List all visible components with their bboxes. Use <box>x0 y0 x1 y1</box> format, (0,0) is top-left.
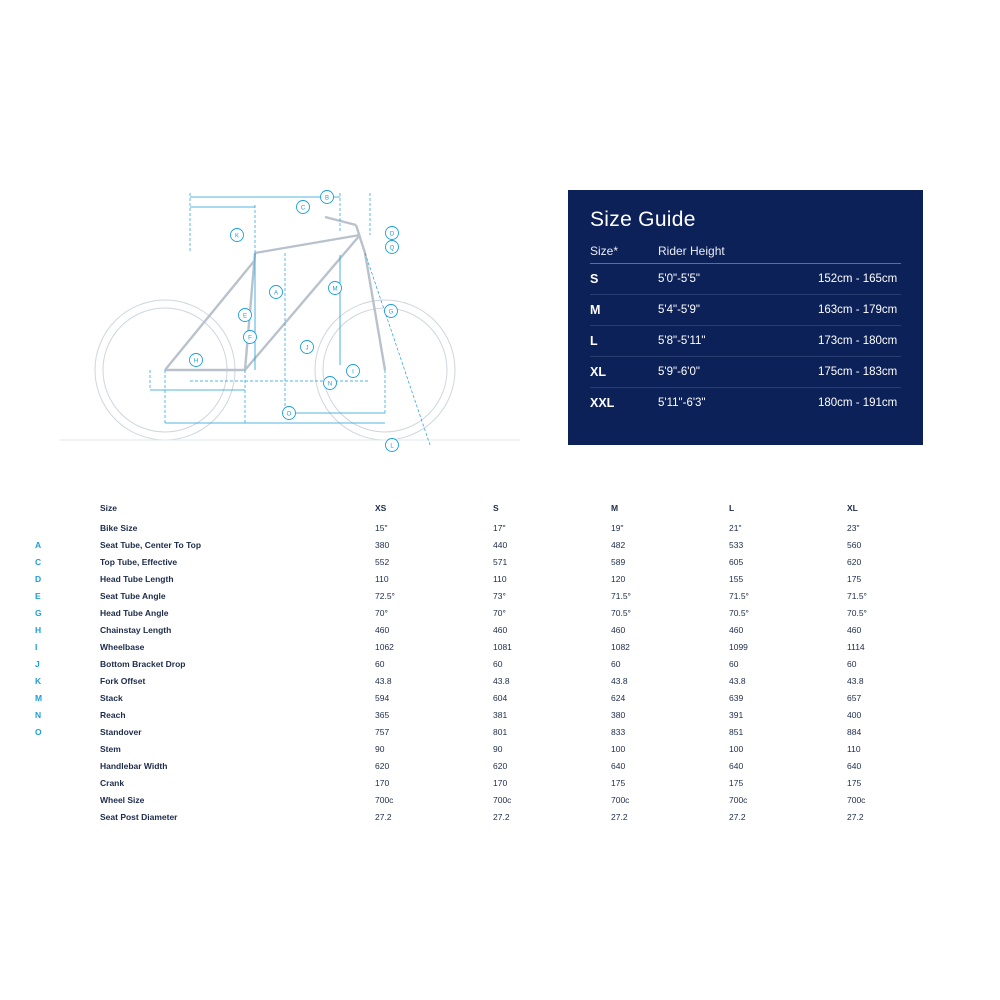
spec-row-value: 440 <box>493 540 508 550</box>
size-guide-height-cm: 175cm - 183cm <box>808 357 901 388</box>
spec-row-value: 533 <box>729 540 744 550</box>
table-row <box>35 554 965 571</box>
svg-text:F: F <box>248 335 252 342</box>
spec-header-m: M <box>611 503 619 513</box>
spec-row-value: 571 <box>493 557 508 567</box>
spec-row-value: 23" <box>847 523 860 533</box>
size-guide-row <box>590 357 901 388</box>
spec-row-value: 640 <box>611 761 626 771</box>
spec-row-value: 70° <box>493 608 506 618</box>
spec-row-label: Reach <box>100 710 126 720</box>
table-row <box>35 537 965 554</box>
spec-row-value: 1081 <box>493 642 512 652</box>
spec-row-letter: H <box>35 625 42 635</box>
callout-N <box>324 377 337 390</box>
spec-row-value: 70° <box>375 608 388 618</box>
spec-row-value: 460 <box>729 625 744 635</box>
spec-row-value: 72.5° <box>375 591 395 601</box>
table-row <box>35 741 965 758</box>
svg-text:A: A <box>273 290 279 297</box>
spec-row-label: Seat Tube, Center To Top <box>100 540 202 550</box>
spec-row-value: 1099 <box>729 642 748 652</box>
spec-row-value: 460 <box>611 625 626 635</box>
spec-row-letter <box>35 809 100 826</box>
svg-text:K: K <box>234 233 240 240</box>
size-guide-col-cm <box>808 244 901 264</box>
spec-row-label: Top Tube, Effective <box>100 557 178 567</box>
spec-row-value: 60 <box>493 659 503 669</box>
size-guide-size: M <box>590 295 658 326</box>
callout-M <box>329 282 342 295</box>
spec-row-value: 27.2 <box>493 812 510 822</box>
table-row <box>35 571 965 588</box>
size-guide-col-height: Rider Height <box>658 244 808 264</box>
callout-G <box>385 305 398 318</box>
spec-row-value: 640 <box>729 761 744 771</box>
size-guide-header-row <box>590 244 901 264</box>
geometry-diagram <box>40 175 540 460</box>
table-row <box>35 673 965 690</box>
spec-row-value: 175 <box>847 574 862 584</box>
spec-header-xs: XS <box>375 503 387 513</box>
spec-row-label: Head Tube Angle <box>100 608 169 618</box>
spec-row-value: 552 <box>375 557 390 567</box>
spec-row-label: Bike Size <box>100 523 138 533</box>
spec-row-value: 380 <box>375 540 390 550</box>
svg-text:Q: Q <box>389 245 395 252</box>
spec-row-label: Chainstay Length <box>100 625 172 635</box>
spec-row-value: 120 <box>611 574 626 584</box>
callout-H <box>190 354 203 367</box>
spec-row-letter: K <box>35 676 42 686</box>
table-row <box>35 707 965 724</box>
table-row <box>35 639 965 656</box>
spec-row-letter: I <box>35 642 38 652</box>
callout-B <box>321 191 334 204</box>
table-row <box>35 792 965 809</box>
spec-row-letter: G <box>35 608 43 618</box>
spec-row-value: 700c <box>729 795 748 805</box>
svg-text:B: B <box>324 195 330 202</box>
spec-row-value: 170 <box>493 778 508 788</box>
spec-row-value: 155 <box>729 574 744 584</box>
spec-row-value: 21" <box>729 523 742 533</box>
spec-row-value: 639 <box>729 693 744 703</box>
svg-text:C: C <box>300 205 306 212</box>
spec-row-value: 170 <box>375 778 390 788</box>
spec-row-value: 70.5° <box>729 608 749 618</box>
spec-row-value: 90 <box>375 744 385 754</box>
spec-header-xl: XL <box>847 503 858 513</box>
spec-row-value: 594 <box>375 693 390 703</box>
spec-row-letter: M <box>35 693 43 703</box>
spec-row-letter <box>35 775 100 792</box>
callout-L <box>386 439 399 452</box>
spec-row-value: 27.2 <box>847 812 864 822</box>
spec-row-letter: O <box>35 727 43 737</box>
spec-row-value: 175 <box>847 778 862 788</box>
svg-text:L: L <box>390 443 394 450</box>
size-guide-row <box>590 295 901 326</box>
spec-row-label: Seat Tube Angle <box>100 591 166 601</box>
callout-O <box>283 407 296 420</box>
spec-row-value: 620 <box>375 761 390 771</box>
spec-row-label: Crank <box>100 778 125 788</box>
svg-text:H: H <box>193 358 199 365</box>
spec-row-label: Wheelbase <box>100 642 145 652</box>
spec-row-value: 43.8 <box>611 676 628 686</box>
size-guide-row <box>590 264 901 295</box>
size-guide-height-cm: 173cm - 180cm <box>808 326 901 357</box>
spec-row-value: 589 <box>611 557 626 567</box>
spec-row-label: Wheel Size <box>100 795 145 805</box>
spec-row-value: 100 <box>729 744 744 754</box>
spec-row-value: 1062 <box>375 642 394 652</box>
spec-row-letter <box>35 758 100 775</box>
spec-row-value: 175 <box>729 778 744 788</box>
spec-row-value: 381 <box>493 710 508 720</box>
size-guide-height-ft: 5'9"-6'0" <box>658 357 808 388</box>
spec-row-value: 604 <box>493 693 508 703</box>
spec-row-value: 71.5° <box>611 591 631 601</box>
table-row <box>35 605 965 622</box>
spec-row-value: 71.5° <box>847 591 867 601</box>
size-guide-table <box>590 244 901 418</box>
size-guide-height-ft: 5'8"-5'11" <box>658 326 808 357</box>
size-guide-height-cm: 152cm - 165cm <box>808 264 901 295</box>
spec-row-letter: D <box>35 574 42 584</box>
spec-row-value: 801 <box>493 727 508 737</box>
spec-row-letter: A <box>35 540 42 550</box>
spec-row-label: Seat Post Diameter <box>100 812 178 822</box>
spec-row-letter <box>35 520 100 537</box>
spec-row-value: 620 <box>493 761 508 771</box>
spec-row-value: 17" <box>493 523 506 533</box>
spec-row-value: 19" <box>611 523 624 533</box>
size-guide-panel <box>568 190 923 445</box>
svg-text:M: M <box>332 286 338 293</box>
spec-row-value: 640 <box>847 761 862 771</box>
svg-text:G: G <box>388 309 394 316</box>
spec-row-value: 70.5° <box>611 608 631 618</box>
size-guide-row <box>590 326 901 357</box>
table-row <box>35 622 965 639</box>
spec-row-value: 657 <box>847 693 862 703</box>
spec-header-letter <box>35 500 100 520</box>
spec-row-letter <box>35 792 100 809</box>
svg-text:I: I <box>352 369 354 376</box>
spec-row-value: 700c <box>493 795 512 805</box>
spec-row-value: 833 <box>611 727 626 737</box>
spec-header-label: Size <box>100 503 118 513</box>
spec-row-label: Standover <box>100 727 142 737</box>
table-row <box>35 724 965 741</box>
spec-row-value: 391 <box>729 710 744 720</box>
table-row <box>35 758 965 775</box>
spec-row-value: 400 <box>847 710 862 720</box>
size-guide-size: XXL <box>590 396 615 410</box>
spec-row-value: 70.5° <box>847 608 867 618</box>
spec-row-label: Handlebar Width <box>100 761 168 771</box>
spec-header-s: S <box>493 503 499 513</box>
spec-row-value: 851 <box>729 727 744 737</box>
spec-row-letter <box>35 741 100 758</box>
callout-E <box>239 309 252 322</box>
size-guide-height-ft: 5'11"-6'3" <box>658 397 706 409</box>
callout-I <box>347 365 360 378</box>
svg-text:J: J <box>305 345 309 352</box>
spec-row-label: Stack <box>100 693 123 703</box>
spec-row-value: 175 <box>611 778 626 788</box>
spec-row-value: 73° <box>493 591 506 601</box>
spec-row-value: 700c <box>847 795 866 805</box>
spec-row-value: 100 <box>611 744 626 754</box>
spec-row-value: 27.2 <box>729 812 746 822</box>
callout-F <box>244 331 257 344</box>
spec-row-label: Stem <box>100 744 121 754</box>
size-guide-height-cm: 163cm - 179cm <box>808 295 901 326</box>
size-guide-height-ft: 5'4"-5'9" <box>658 295 808 326</box>
spec-row-value: 460 <box>493 625 508 635</box>
spec-row-value: 43.8 <box>493 676 510 686</box>
spec-row-value: 757 <box>375 727 390 737</box>
size-guide-size: L <box>590 326 658 357</box>
spec-row-value: 60 <box>375 659 385 669</box>
callout-C <box>297 201 310 214</box>
spec-row-value: 624 <box>611 693 626 703</box>
spec-row-value: 90 <box>493 744 503 754</box>
spec-row-value: 1114 <box>847 642 865 652</box>
spec-row-value: 1082 <box>611 642 630 652</box>
size-guide-size: XL <box>590 357 658 388</box>
spec-row-value: 380 <box>611 710 626 720</box>
spec-row-value: 110 <box>375 574 389 584</box>
spec-row-value: 700c <box>375 795 394 805</box>
spec-row-letter: J <box>35 659 41 669</box>
spec-row-label: Bottom Bracket Drop <box>100 659 186 669</box>
spec-row-value: 884 <box>847 727 862 737</box>
spec-row-value: 43.8 <box>729 676 746 686</box>
spec-row-value: 27.2 <box>375 812 392 822</box>
spec-row-value: 110 <box>847 744 861 754</box>
callout-A <box>270 286 283 299</box>
spec-row-value: 460 <box>847 625 862 635</box>
table-row <box>35 775 965 792</box>
svg-text:O: O <box>286 411 292 418</box>
spec-row-value: 700c <box>611 795 630 805</box>
geometry-spec-table <box>35 500 965 826</box>
spec-row-value: 620 <box>847 557 862 567</box>
spec-row-value: 460 <box>375 625 390 635</box>
table-row <box>35 690 965 707</box>
spec-row-value: 60 <box>729 659 739 669</box>
table-row <box>35 588 965 605</box>
spec-row-value: 560 <box>847 540 862 550</box>
size-guide-row <box>590 388 901 419</box>
spec-row-value: 605 <box>729 557 744 567</box>
spec-row-label: Head Tube Length <box>100 574 174 584</box>
callout-K <box>231 229 244 242</box>
size-guide-size: S <box>590 264 658 295</box>
spec-row-value: 60 <box>847 659 857 669</box>
size-guide-col-size: Size* <box>590 244 658 264</box>
spec-row-label: Fork Offset <box>100 676 146 686</box>
spec-row-value: 43.8 <box>375 676 392 686</box>
svg-text:E: E <box>242 313 248 320</box>
spec-row-value: 71.5° <box>729 591 749 601</box>
svg-text:N: N <box>327 381 333 388</box>
spec-header-row <box>35 500 965 520</box>
spec-row-value: 482 <box>611 540 626 550</box>
spec-row-letter: N <box>35 710 42 720</box>
table-row <box>35 656 965 673</box>
size-guide-height-cm: 180cm - 191cm <box>818 397 898 409</box>
spec-row-value: 110 <box>493 574 507 584</box>
callout-Q <box>386 241 399 254</box>
spec-row-letter: C <box>35 557 42 567</box>
spec-header-l: L <box>729 503 735 513</box>
size-guide-title: Size Guide <box>590 208 696 231</box>
callout-J <box>301 341 314 354</box>
spec-row-value: 15" <box>375 523 388 533</box>
table-row <box>35 520 965 537</box>
spec-row-value: 27.2 <box>611 812 628 822</box>
spec-row-value: 60 <box>611 659 621 669</box>
spec-row-letter: E <box>35 591 42 601</box>
table-row <box>35 809 965 826</box>
svg-text:D: D <box>389 231 395 238</box>
size-guide-height-ft: 5'0"-5'5" <box>658 264 808 295</box>
spec-row-value: 365 <box>375 710 390 720</box>
spec-row-value: 43.8 <box>847 676 864 686</box>
callout-D <box>386 227 399 240</box>
